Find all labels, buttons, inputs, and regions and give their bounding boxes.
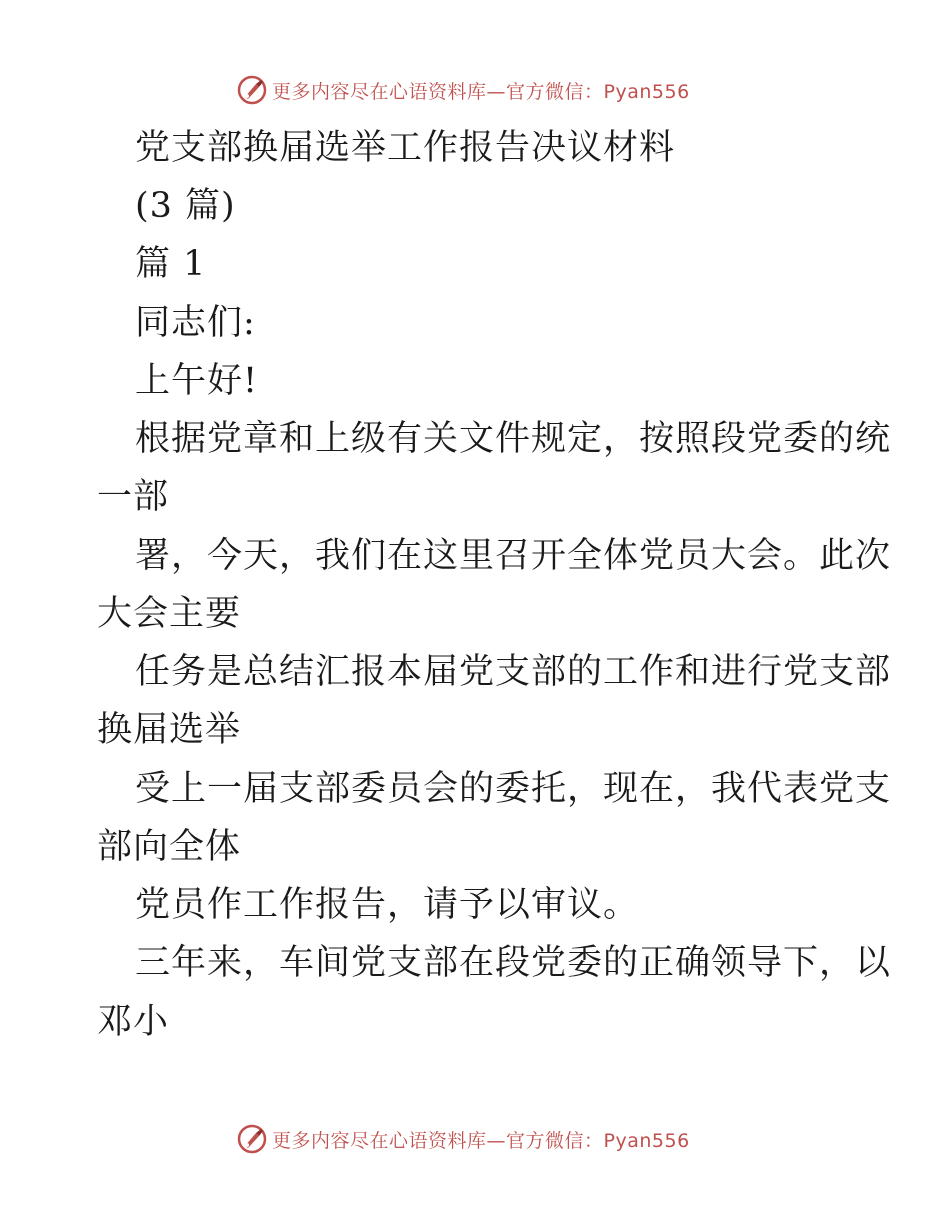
- paragraph-line: 受上一届支部委员会的委托，现在，我代表党支: [135, 769, 892, 809]
- paragraph-line: 党员作工作报告，请予以审议。: [135, 885, 640, 925]
- watermark-text: 更多内容尽在心语资料库—官方微信：Pyan556: [272, 80, 690, 103]
- paragraph-line: 换届选举: [97, 710, 242, 750]
- paragraph-line: 同志们:: [135, 303, 256, 343]
- paragraph-line: 大会主要: [97, 594, 242, 634]
- section-heading: 篇 1: [135, 244, 207, 284]
- pen-logo-icon: [236, 1123, 268, 1155]
- paragraph-line: 署，今天，我们在这里召开全体党员大会。此次: [135, 536, 892, 576]
- watermark-text: 更多内容尽在心语资料库—官方微信：Pyan556: [272, 1129, 690, 1152]
- paragraph-line: 任务是总结汇报本届党支部的工作和进行党支部: [135, 652, 892, 692]
- pen-logo-icon: [236, 74, 268, 106]
- paragraph-line: 邓小: [97, 1002, 170, 1042]
- paragraph-line: 一部: [97, 477, 170, 517]
- document-subtitle: (3 篇): [135, 186, 236, 226]
- paragraph-line: 根据党章和上级有关文件规定，按照段党委的统: [135, 419, 892, 459]
- paragraph-line: 部向全体: [97, 827, 242, 867]
- footer-watermark: [236, 1121, 716, 1157]
- paragraph-line: 三年来，车间党支部在段党委的正确领导下，以: [135, 943, 892, 983]
- header-watermark: [236, 72, 716, 108]
- document-title: 党支部换届选举工作报告决议材料: [135, 128, 676, 168]
- paragraph-line: 上午好!: [135, 361, 259, 401]
